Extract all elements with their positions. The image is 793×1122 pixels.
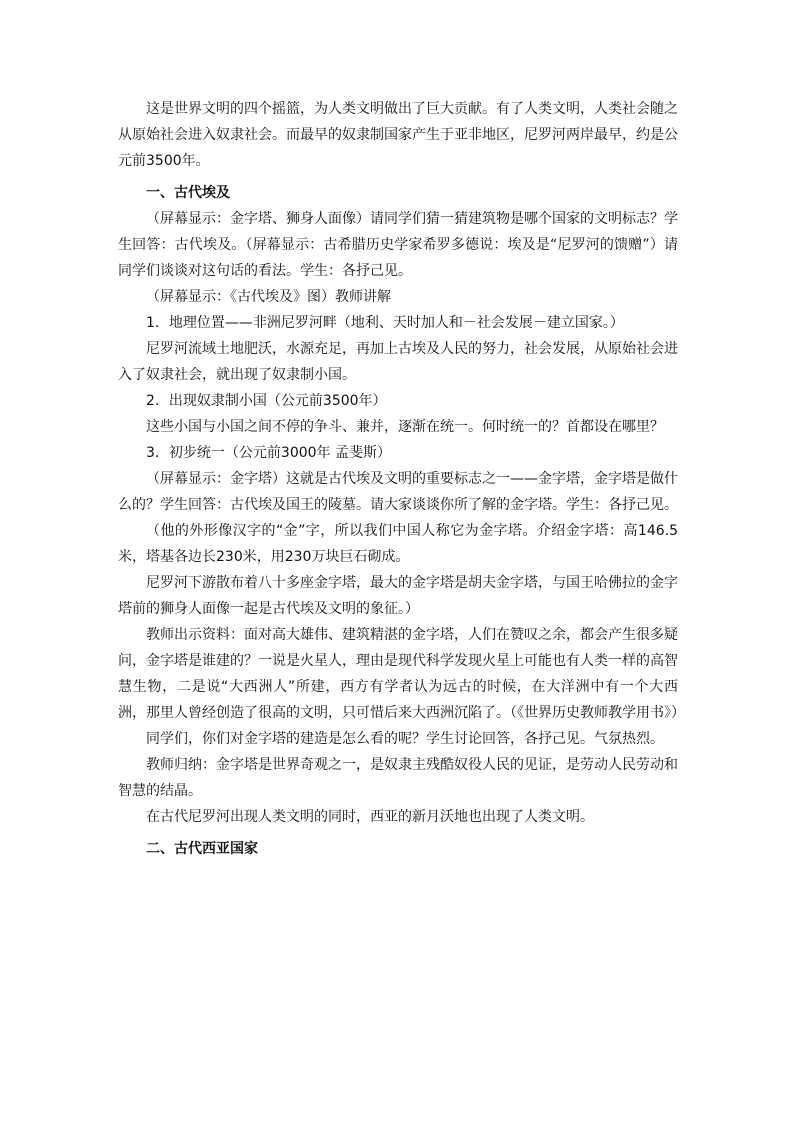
paragraph-map-lecture: （屏幕显示：《古代埃及》图）教师讲解 xyxy=(146,289,391,305)
paragraph-point-3: 3．初步统一（公元前3000年 孟斐斯） xyxy=(146,445,391,461)
paragraph-screen-pyramid: （屏幕显示：金字塔、狮身人面像）请同学们猜一猜建筑物是哪个国家的文明标志？学生回答：古代埃及。（屏幕显示：古希腊历史学家希罗多德说：埃及是“尼罗河的馈赠”）请同学们谈谈对这句话的看法。学生：各抒己见。 xyxy=(118,211,678,279)
paragraph-teacher-material: 教师出示资料：面对高大雄伟、建筑精湛的金字塔，人们在赞叹之余，都会产生很多疑问，金字塔是谁建的？一说是火星人，理由是现代科学发现火星上可能也有人类一样的高智慧生物，二是说“大西洲人”所建，西方有学者认为远古的时候，在大洋洲中有一个大西洲，那里人曾经创造了很高的文明，只可惜后来大西洲沉陷了。（《世界历史教师教学用书》） xyxy=(118,627,685,721)
paragraph-teacher-summary: 教师归纳：金字塔是世界奇观之一，是奴隶主残酷奴役人民的见证，是劳动人民劳动和智慧的结晶。 xyxy=(118,757,678,799)
paragraph-point-2: 2．出现奴隶制小国（公元前3500年） xyxy=(146,393,387,409)
paragraph-small-states: 这些小国与小国之间不停的争斗、兼并，逐渐在统一。何时统一的？首都设在哪里？ xyxy=(146,419,664,435)
section-heading-ancient-egypt: 一、古代埃及 xyxy=(146,185,230,201)
paragraph-pyramid-symbol: （屏幕显示：金字塔）这就是古代埃及文明的重要标志之一——金字塔，金字塔是做什么的？学生回答：古代埃及国王的陵墓。请大家谈谈你所了解的金字塔。学生：各抒己见。 xyxy=(118,471,678,513)
paragraph-point-1: 1．地理位置——非洲尼罗河畔（地利、天时加人和－社会发展－建立国家。） xyxy=(146,315,624,331)
paragraph-transition: 在古代尼罗河出现人类文明的同时，西亚的新月沃地也出现了人类文明。 xyxy=(146,809,594,825)
paragraph-discussion: 同学们，你们对金字塔的建造是怎么看的呢？学生讨论回答，各抒己见。气氛热烈。 xyxy=(146,731,664,747)
document-body xyxy=(118,96,685,862)
paragraph-khufu: 尼罗河下游散布着八十多座金字塔，最大的金字塔是胡夫金字塔，与国王哈佛拉的金字塔前的狮身人面像一起是古代埃及文明的象征。） xyxy=(118,575,678,617)
section-heading-west-asia: 二、古代西亚国家 xyxy=(146,841,258,857)
paragraph-pyramid-intro: （他的外形像汉字的“金”字，所以我们中国人称它为金字塔。介绍金字塔：高146.5米，塔基各边长230米，用230万块巨石砌成。 xyxy=(118,523,678,565)
paragraph-nile-fertile: 尼罗河流域土地肥沃，水源充足，再加上古埃及人民的努力，社会发展，从原始社会进入了奴隶社会，就出现了奴隶制小国。 xyxy=(118,341,678,383)
paragraph-intro: 这是世界文明的四个摇篮，为人类文明做出了巨大贡献。有了人类文明，人类社会随之从原始社会进入奴隶社会。而最早的奴隶制国家产生于亚非地区，尼罗河两岸最早，约是公元前3500年。 xyxy=(118,101,678,169)
